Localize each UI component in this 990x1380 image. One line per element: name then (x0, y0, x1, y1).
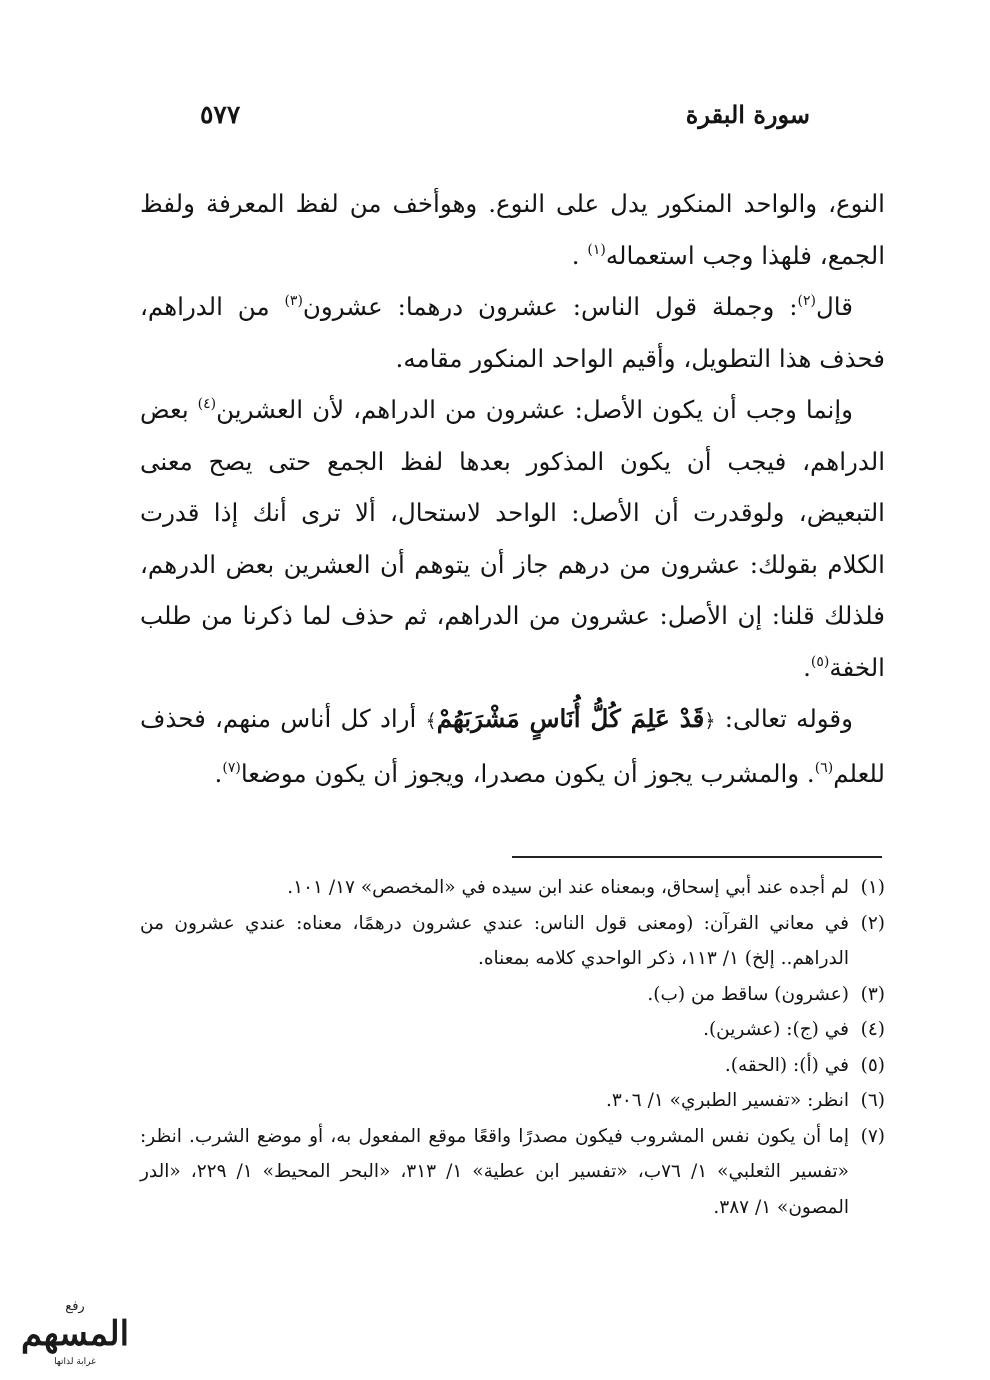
footnote-ref-6: (٦) (814, 759, 834, 776)
footnote-number: (٥) (860, 1054, 885, 1076)
quran-bracket-open: ﴿ (704, 710, 716, 732)
logo-main-text: المسهم (20, 1314, 130, 1354)
text-segment: . (571, 240, 588, 270)
text-segment: . والمشرب يجوز أن يكون مصدرا، ويجوز أن يكون موضعا (240, 758, 815, 788)
footnote-text: في معاني القرآن: (ومعنى قول الناس: عندي عشرون درهمًا، معناه: عندي عشرون من الدراهم.. إلخ) ١/ ١١٣، ذكر الواحدي كلامه بمعناه. (140, 912, 849, 969)
text-segment: وقوله تعالى: (715, 704, 853, 733)
text-segment: أراد كل أناس منهم، فحذف للعلم (140, 704, 885, 788)
footnote-text: إما أن يكون نفس المشروب فيكون مصدرًا واقعًا موقع المفعول به، أو موضع الشرب. انظر: «تفسير الثعلبي» ١/ ٧٦ب، «تفسير ابن عطية» ١/ ٣١٣، «البحر المحيط» ١/ ٢٢٩، «الدر المصون» ١/ ٣٨٧. (140, 1125, 849, 1218)
publisher-logo (0, 1290, 150, 1370)
text-segment: : وجملة قول الناس: عشرون درهما: عشرون (302, 292, 798, 321)
footnote-number: (٣) (860, 983, 885, 1005)
text-segment: قال (816, 292, 853, 321)
text-segment: النوع، والواحد المنكور يدل على النوع. وهوأخف من لفظ المعرفة ولفظ الجمع، فلهذا وجب استعماله (140, 189, 885, 270)
footnote-text: (عشرون) ساقط من (ب). (647, 983, 849, 1005)
footnote-number: (٤) (860, 1019, 885, 1040)
text-segment: . (803, 652, 811, 682)
footnote (140, 906, 885, 977)
footnotes (140, 870, 885, 1225)
footnote (140, 1048, 885, 1084)
text-segment: بعض الدراهم، فيجب أن يكون المذكور بعدها لفظ الجمع حتى يصح معنى التبعيض، ولوقدرت أن الأصل: الواحد لاستحال، ألا ترى أنك إذا قدرت الكلام بقولك: عشرون من درهم جاز أن يتوهم أن العشرين بعض الدرهم، فلذلك قلنا: إن الأصل: عشرون من الدراهم، ثم حذف لما ذكرنا من طلب الخفة (140, 395, 885, 682)
footnote (140, 1012, 885, 1048)
footnote-number: (١) (860, 877, 885, 898)
footnote (140, 977, 885, 1013)
quran-bracket-close: ﴾ (425, 710, 437, 732)
text-segment: . (214, 758, 223, 788)
footnote (140, 1083, 885, 1119)
footnote-text: انظر: «تفسير الطبري» ١/ ٣٠٦. (606, 1090, 849, 1111)
footnote-ref-4: (٤) (197, 396, 217, 412)
footnote-ref-2: (٢) (797, 293, 816, 309)
paragraph-1 (140, 178, 885, 281)
quran-verse: قَدْ عَلِمَ كُلُّ أُنَاسٍ مَشْرَبَهُمْ (436, 704, 705, 733)
main-text (140, 178, 885, 799)
page-header (140, 100, 850, 140)
paragraph-4 (140, 693, 885, 799)
paragraph-3 (140, 384, 885, 693)
footnote-text: في (ج): (عشرين). (703, 1019, 849, 1040)
footnote-text: لم أجده عند أبي إسحاق، وبمعناه عند ابن سيده في «المخصص» ١٧/ ١٠١. (287, 877, 849, 898)
footnote-text: في (أ): (الحقه). (724, 1054, 849, 1076)
footnote (140, 1119, 885, 1226)
footnote-ref-1: (١) (587, 241, 606, 258)
footnote-number: (٦) (860, 1090, 885, 1111)
footnote-number: (٢) (860, 912, 885, 934)
footnote (140, 870, 885, 906)
footnote-number: (٧) (860, 1125, 885, 1147)
text-segment: من الدراهم، فحذف هذا التطويل، وأقيم الواحد المنكور مقامه. (140, 292, 885, 373)
logo-sub-text: غرابة لذاتها (54, 1357, 96, 1367)
footnote-separator (512, 856, 882, 858)
paragraph-2 (140, 281, 885, 384)
footnote-ref-3: (٣) (284, 293, 303, 309)
text-segment: وإنما وجب أن يكون الأصل: عشرون من الدراهم، لأن العشرين (216, 395, 853, 424)
logo-top-text: رفع (65, 1299, 85, 1314)
footnote-ref-5: (٥) (810, 653, 830, 670)
surah-name: سورة البقرة (685, 100, 810, 129)
page-number: ٥٧٧ (200, 100, 241, 129)
footnote-ref-7: (٧) (222, 759, 241, 776)
